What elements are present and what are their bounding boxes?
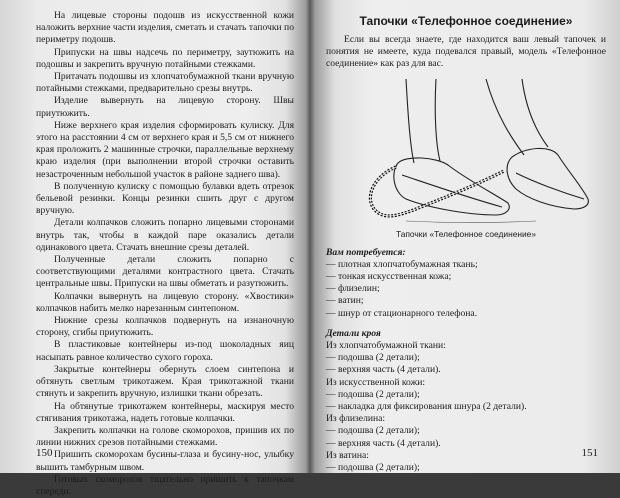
materials-list xyxy=(326,259,606,320)
paragraph: Закрепить колпачки на голове скоморохов, пришив их по линии нижних срезов потайными стежками. xyxy=(36,424,294,449)
left-page xyxy=(0,0,300,497)
paragraph: Детали колпачков сложить попарно лицевыми сторонами внутрь так, чтобы в каждой паре оказались детали одинакового цвета. Стачать внешние срезы деталей. xyxy=(36,217,294,253)
list-item: — верхняя часть (4 детали). xyxy=(326,437,441,449)
list-item: Из хлопчатобумажной ткани: xyxy=(326,340,446,352)
paragraph: Нижние срезы колпачков подвернуть на изнаночную сторону, сгибы приутюжить. xyxy=(36,315,294,339)
paragraph: Колпачки вывернуть на лицевую сторону. «Хвостики» колпачков набить мелко нарезанным синтепоном. xyxy=(36,290,294,314)
paragraph: В полученную кулиску с помощью булавки вдеть отрезок бельевой резинки. Концы резинки сшить друг с другом вручную. xyxy=(36,180,294,217)
list-item: Из ватина: xyxy=(326,449,369,461)
list-item: — ватин; xyxy=(326,295,364,307)
list-item: — подошва (2 детали); xyxy=(326,352,420,364)
cut-heading: Детали кроя xyxy=(326,327,381,339)
list-item: Из флизелина: xyxy=(326,413,386,425)
paragraph: Полученные детали сложить попарно с соответствующими деталями контрастного цвета. Стачать центральные швы. Припуски на швы обметать и разутюжить. xyxy=(36,254,294,290)
paragraph: На лицевые стороны подошв из искусственной кожи наложить верхние части изделия, сметать и стачать тапочки по периметру подошв. xyxy=(36,10,294,46)
slipper-drawing xyxy=(336,75,596,227)
list-item: — шнур от стационарного телефона. xyxy=(326,307,478,319)
paragraph: На обтянутые трикотажем контейнеры, маскируя место стягивания трикотажа, надеть готовые колпачки. xyxy=(36,400,294,424)
illustration-caption: Тапочки «Телефонное соединение» xyxy=(396,228,536,239)
page-title: Тапочки «Телефонное соединение» xyxy=(359,14,573,28)
paragraph: Ниже верхнего края изделия сформировать кулиску. Для этого на расстоянии 4 см от верхнего края и 5,5 см от нижнего края проложить 2 машинные строчки, параллельные верхнему краю изделия (при выполнении второй строчки оставить незастроченным небольшой участок в районе заднего шва). xyxy=(36,119,294,180)
list-item: — подошва (2 детали); xyxy=(326,388,420,400)
paragraph: Изделие вывернуть на лицевую сторону. Швы приутюжить. xyxy=(36,95,294,119)
list-item: Из искусственной кожи: xyxy=(326,376,426,388)
list-item: — накладка для фиксирования шнура (2 детали). xyxy=(326,401,527,413)
list-item: — тонкая искусственная кожа; xyxy=(326,271,452,283)
list-item: — подошва (2 детали); xyxy=(326,425,420,437)
cut-list xyxy=(326,340,606,474)
left-page-text xyxy=(36,10,294,498)
paragraph: Закрытые контейнеры обернуть слоем синтепона и обтянуть светлым трикотажем. Края трикотажной ткани стянуть и закрепить вручную, излишки ткани обрезать. xyxy=(36,363,294,400)
paragraph: Притачать подошвы из хлопчатобумажной ткани вручную потайными стежками, предварительно срезы внутрь. xyxy=(36,71,294,95)
page-number-right: 151 xyxy=(581,447,598,459)
paragraph: В пластиковые контейнеры из-под шоколадных яиц насыпать равное количество сухого гороха. xyxy=(36,339,294,363)
intro-paragraph: Если вы всегда знаете, где находится ваш левый тапочек и понятия не имеете, куда подевался правый, модель «Телефонное соединение» как раз для вас. xyxy=(326,34,606,70)
page-number-left: 150 xyxy=(36,447,53,459)
paragraph: Пришить скоморохам бусины-глаза и бусину-нос, улыбку вышить тамбурным швом. xyxy=(36,449,294,473)
paragraph: Готовых скоморохов тщательно пришить к тапочкам спереди. xyxy=(36,473,294,497)
list-item: — плотная хлопчатобумажная ткань; xyxy=(326,258,478,270)
materials-heading: Вам потребуется: xyxy=(326,246,406,258)
list-item: — верхняя часть (4 детали). xyxy=(326,364,441,376)
paragraph: Припуски на швы надсечь по периметру, заутюжить на подошвы и закрепить вручную потайными стежками. xyxy=(36,46,294,70)
slipper-illustration xyxy=(336,75,596,227)
materials-block xyxy=(326,247,606,475)
list-item: — флизелин; xyxy=(326,283,380,295)
list-item: — подошва (2 детали); xyxy=(326,462,420,474)
right-page xyxy=(316,0,620,473)
